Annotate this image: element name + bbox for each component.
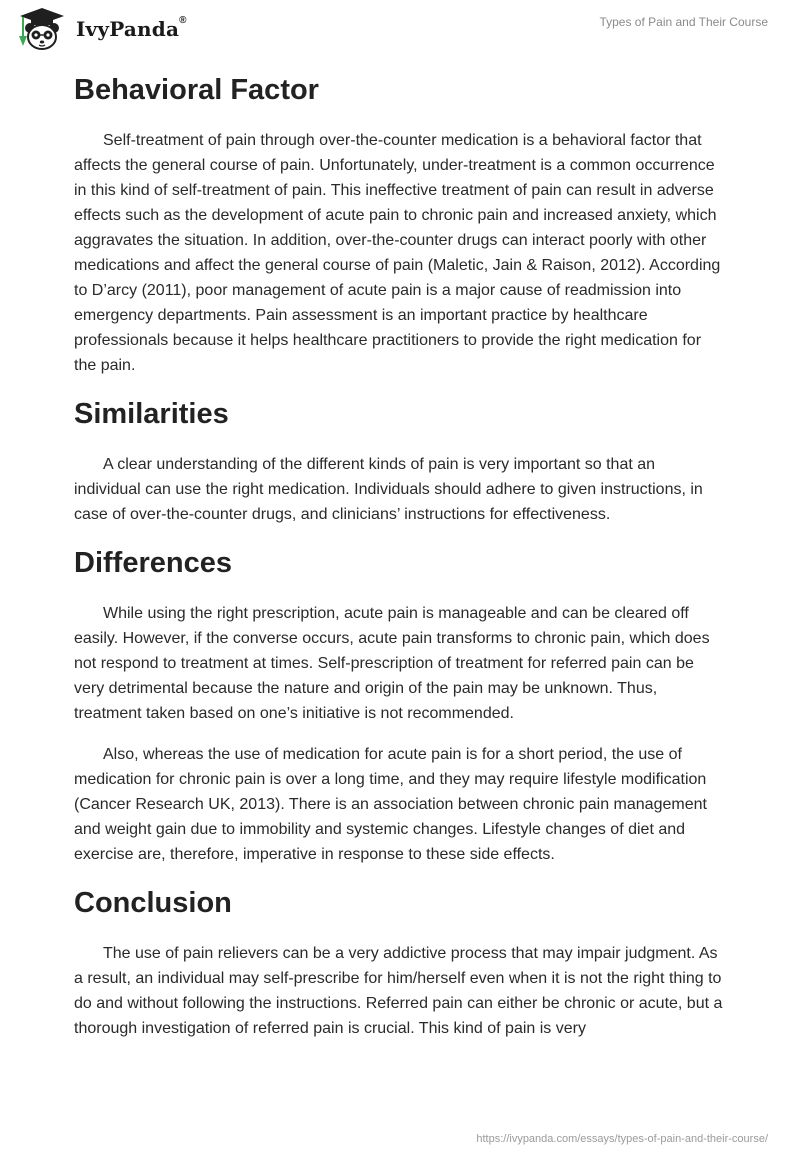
paragraph: The use of pain relievers can be a very addictive process that may impair judgment. As a result, an individual may self-prescribe for him/herself even when it is not the right thing to do and without following the instructions. Referred pain can either be chronic or acute, but a thorough investigation of referred pain is crucial. This kind of pain is very (74, 945, 723, 1037)
section-similarities (74, 394, 726, 527)
paragraph: A clear understanding of the different kinds of pain is very important so that an individual can use the right medication. Individuals should adhere to given instructions, in case of over-the-counter drugs, and clinicians’ instructions for effectiveness. (74, 456, 703, 523)
brand-name: IvyPanda® (76, 15, 187, 41)
paragraph: While using the right prescription, acute pain is manageable and can be cleared off easily. However, if the converse occurs, acute pain transforms to chronic pain, which does not respond to treatment at times. Self-prescription of treatment for referred pain can be very detrimental because the nature and origin of the pain may be unknown. Thus, treatment taken based on one’s initiative is not recommended. (74, 605, 710, 722)
section-heading: Conclusion (74, 887, 232, 919)
document-title: Types of Pain and Their Course (599, 15, 768, 29)
source-url[interactable]: https://ivypanda.com/essays/types-of-pain-and-their-course/ (476, 1133, 768, 1145)
section-behavioral-factor (74, 70, 726, 378)
section-heading: Similarities (74, 398, 229, 430)
paragraph: Self-treatment of pain through over-the-counter medication is a behavioral factor that affects the general course of pain. Unfortunately, under-treatment is a common occurrence in this kind of self-treatment of pain. This ineffective treatment of pain can result in adverse effects such as the development of acute pain to chronic pain and increased anxiety, which aggravates the situation. In addition, over-the-counter drugs can interact poorly with other medications and affect the general course of pain (Maletic, Jain & Raison, 2012). According to D’arcy (2011), poor management of acute pain is a major cause of readmission into emergency departments. Pain assessment is an important practice by healthcare professionals because it helps healthcare practitioners to provide the right medication for the pain. (74, 132, 721, 374)
ivypanda-logo[interactable] (14, 6, 187, 52)
section-heading: Differences (74, 547, 232, 579)
section-differences (74, 543, 726, 867)
page-header (0, 0, 800, 60)
panda-graduate-icon (14, 6, 70, 52)
section-heading: Behavioral Factor (74, 74, 319, 106)
section-conclusion (74, 883, 726, 1041)
paragraph: Also, whereas the use of medication for acute pain is for a short period, the use of medication for chronic pain is over a long time, and they may require lifestyle modification (Cancer Research UK, 2013). There is an association between chronic pain management and weight gain due to immobility and systemic changes. Lifestyle changes of diet and exercise are, therefore, imperative in response to these side effects. (74, 746, 707, 863)
essay-content (74, 70, 726, 1057)
registered-mark: ® (179, 15, 187, 26)
